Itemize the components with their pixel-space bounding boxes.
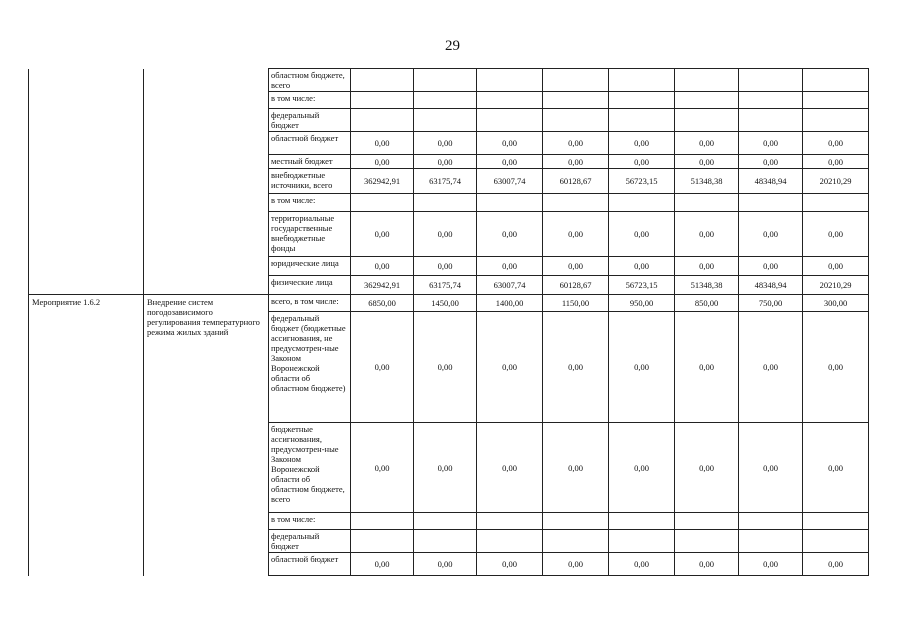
measure-code: Мероприятие 1.6.2 xyxy=(29,295,144,576)
value-cell xyxy=(675,513,739,530)
value-cell: 20210,29 xyxy=(803,169,869,194)
value-cell: 0,00 xyxy=(477,257,543,276)
row-label: территориальные государственные внебюджетные фонды xyxy=(269,212,351,257)
value-cell xyxy=(543,92,609,109)
value-cell xyxy=(675,92,739,109)
value-cell: 0,00 xyxy=(675,155,739,169)
value-cell: 0,00 xyxy=(739,155,803,169)
value-cell xyxy=(739,513,803,530)
value-cell: 0,00 xyxy=(414,212,477,257)
row-label: федеральный бюджет (бюджетные ассигнования, не предусмотрен-ные Законом Воронежской области об областном бюджете) xyxy=(269,312,351,423)
value-cell xyxy=(803,530,869,553)
row-label: в том числе: xyxy=(269,513,351,530)
value-cell: 0,00 xyxy=(477,212,543,257)
value-cell xyxy=(609,513,675,530)
value-cell: 1450,00 xyxy=(414,295,477,312)
value-cell: 51348,38 xyxy=(675,169,739,194)
table-row xyxy=(29,295,869,312)
value-cell: 48348,94 xyxy=(739,276,803,295)
value-cell xyxy=(609,530,675,553)
row-label: федеральный бюджет xyxy=(269,530,351,553)
row-label: бюджетные ассигнования, предусмотрен-ные Законом Воронежской области об областном бюджете, всего xyxy=(269,423,351,513)
value-cell: 51348,38 xyxy=(675,276,739,295)
value-cell xyxy=(543,109,609,132)
value-cell xyxy=(609,109,675,132)
value-cell xyxy=(543,69,609,92)
value-cell: 0,00 xyxy=(543,312,609,423)
value-cell: 0,00 xyxy=(675,423,739,513)
value-cell: 0,00 xyxy=(739,312,803,423)
value-cell xyxy=(477,194,543,212)
value-cell: 0,00 xyxy=(609,312,675,423)
value-cell xyxy=(803,109,869,132)
value-cell: 0,00 xyxy=(543,132,609,155)
value-cell xyxy=(351,109,414,132)
value-cell xyxy=(477,69,543,92)
value-cell: 0,00 xyxy=(803,553,869,576)
row-label: областной бюджет xyxy=(269,553,351,576)
value-cell: 60128,67 xyxy=(543,169,609,194)
value-cell: 0,00 xyxy=(351,212,414,257)
value-cell xyxy=(414,109,477,132)
value-cell xyxy=(675,109,739,132)
value-cell: 362942,91 xyxy=(351,169,414,194)
value-cell xyxy=(609,92,675,109)
value-cell: 0,00 xyxy=(477,553,543,576)
value-cell: 0,00 xyxy=(414,257,477,276)
value-cell xyxy=(543,513,609,530)
page-number: 29 xyxy=(445,38,460,54)
value-cell xyxy=(803,92,869,109)
value-cell: 0,00 xyxy=(739,212,803,257)
value-cell: 63007,74 xyxy=(477,169,543,194)
value-cell: 0,00 xyxy=(609,257,675,276)
value-cell xyxy=(477,530,543,553)
value-cell: 48348,94 xyxy=(739,169,803,194)
value-cell: 950,00 xyxy=(609,295,675,312)
value-cell xyxy=(739,92,803,109)
row-label: в том числе: xyxy=(269,194,351,212)
value-cell xyxy=(477,513,543,530)
value-cell xyxy=(675,194,739,212)
value-cell xyxy=(675,530,739,553)
row-label: физические лица xyxy=(269,276,351,295)
value-cell xyxy=(543,530,609,553)
value-cell xyxy=(477,92,543,109)
value-cell: 0,00 xyxy=(675,257,739,276)
value-cell xyxy=(351,194,414,212)
value-cell: 0,00 xyxy=(739,553,803,576)
value-cell: 63007,74 xyxy=(477,276,543,295)
value-cell: 0,00 xyxy=(803,132,869,155)
value-cell: 56723,15 xyxy=(609,169,675,194)
row-label: федеральный бюджет xyxy=(269,109,351,132)
value-cell: 0,00 xyxy=(675,312,739,423)
value-cell xyxy=(414,194,477,212)
value-cell: 0,00 xyxy=(609,553,675,576)
value-cell xyxy=(739,109,803,132)
value-cell: 0,00 xyxy=(675,212,739,257)
measure-name: Внедрение систем погодозависимого регулирования температурного режима жилых зданий xyxy=(144,295,269,576)
value-cell xyxy=(609,194,675,212)
value-cell: 0,00 xyxy=(351,132,414,155)
value-cell: 0,00 xyxy=(351,312,414,423)
value-cell: 1400,00 xyxy=(477,295,543,312)
value-cell: 0,00 xyxy=(609,423,675,513)
value-cell xyxy=(414,92,477,109)
value-cell: 0,00 xyxy=(609,155,675,169)
row-label: местный бюджет xyxy=(269,155,351,169)
value-cell: 0,00 xyxy=(414,553,477,576)
value-cell xyxy=(543,194,609,212)
value-cell: 750,00 xyxy=(739,295,803,312)
value-cell: 0,00 xyxy=(543,553,609,576)
value-cell xyxy=(803,194,869,212)
value-cell: 0,00 xyxy=(414,423,477,513)
value-cell: 0,00 xyxy=(675,132,739,155)
row-label: всего, в том числе: xyxy=(269,295,351,312)
value-cell xyxy=(351,92,414,109)
value-cell xyxy=(477,109,543,132)
value-cell: 0,00 xyxy=(803,257,869,276)
row-label: областном бюджете, всего xyxy=(269,69,351,92)
value-cell: 0,00 xyxy=(543,423,609,513)
value-cell: 0,00 xyxy=(414,155,477,169)
value-cell: 0,00 xyxy=(803,312,869,423)
value-cell: 300,00 xyxy=(803,295,869,312)
value-cell xyxy=(803,513,869,530)
value-cell xyxy=(609,69,675,92)
value-cell xyxy=(739,69,803,92)
value-cell: 0,00 xyxy=(803,212,869,257)
value-cell: 20210,29 xyxy=(803,276,869,295)
value-cell xyxy=(803,69,869,92)
row-label: внебюджетные источники, всего xyxy=(269,169,351,194)
value-cell xyxy=(414,69,477,92)
value-cell: 0,00 xyxy=(739,423,803,513)
value-cell xyxy=(414,530,477,553)
value-cell: 6850,00 xyxy=(351,295,414,312)
value-cell: 0,00 xyxy=(543,155,609,169)
value-cell xyxy=(739,194,803,212)
value-cell: 0,00 xyxy=(803,423,869,513)
measure-name-cell xyxy=(144,69,269,295)
row-label: юридические лица xyxy=(269,257,351,276)
value-cell: 0,00 xyxy=(477,312,543,423)
value-cell: 0,00 xyxy=(739,257,803,276)
funding-table xyxy=(28,68,869,576)
value-cell: 850,00 xyxy=(675,295,739,312)
value-cell xyxy=(351,513,414,530)
value-cell: 0,00 xyxy=(609,132,675,155)
value-cell: 0,00 xyxy=(477,155,543,169)
value-cell xyxy=(414,513,477,530)
value-cell: 63175,74 xyxy=(414,276,477,295)
value-cell: 1150,00 xyxy=(543,295,609,312)
value-cell: 63175,74 xyxy=(414,169,477,194)
value-cell: 0,00 xyxy=(351,553,414,576)
value-cell: 362942,91 xyxy=(351,276,414,295)
value-cell: 0,00 xyxy=(414,312,477,423)
value-cell: 0,00 xyxy=(351,423,414,513)
value-cell xyxy=(351,530,414,553)
value-cell: 0,00 xyxy=(543,212,609,257)
table-row xyxy=(29,69,869,92)
value-cell: 0,00 xyxy=(351,257,414,276)
row-label: областной бюджет xyxy=(269,132,351,155)
value-cell: 0,00 xyxy=(477,132,543,155)
measure-code-cell xyxy=(29,69,144,295)
value-cell: 0,00 xyxy=(414,132,477,155)
value-cell: 0,00 xyxy=(739,132,803,155)
value-cell: 0,00 xyxy=(351,155,414,169)
value-cell: 0,00 xyxy=(803,155,869,169)
value-cell: 0,00 xyxy=(675,553,739,576)
value-cell xyxy=(675,69,739,92)
value-cell xyxy=(739,530,803,553)
value-cell: 60128,67 xyxy=(543,276,609,295)
value-cell: 0,00 xyxy=(609,212,675,257)
row-label: в том числе: xyxy=(269,92,351,109)
value-cell: 0,00 xyxy=(477,423,543,513)
value-cell: 56723,15 xyxy=(609,276,675,295)
value-cell xyxy=(351,69,414,92)
value-cell: 0,00 xyxy=(543,257,609,276)
